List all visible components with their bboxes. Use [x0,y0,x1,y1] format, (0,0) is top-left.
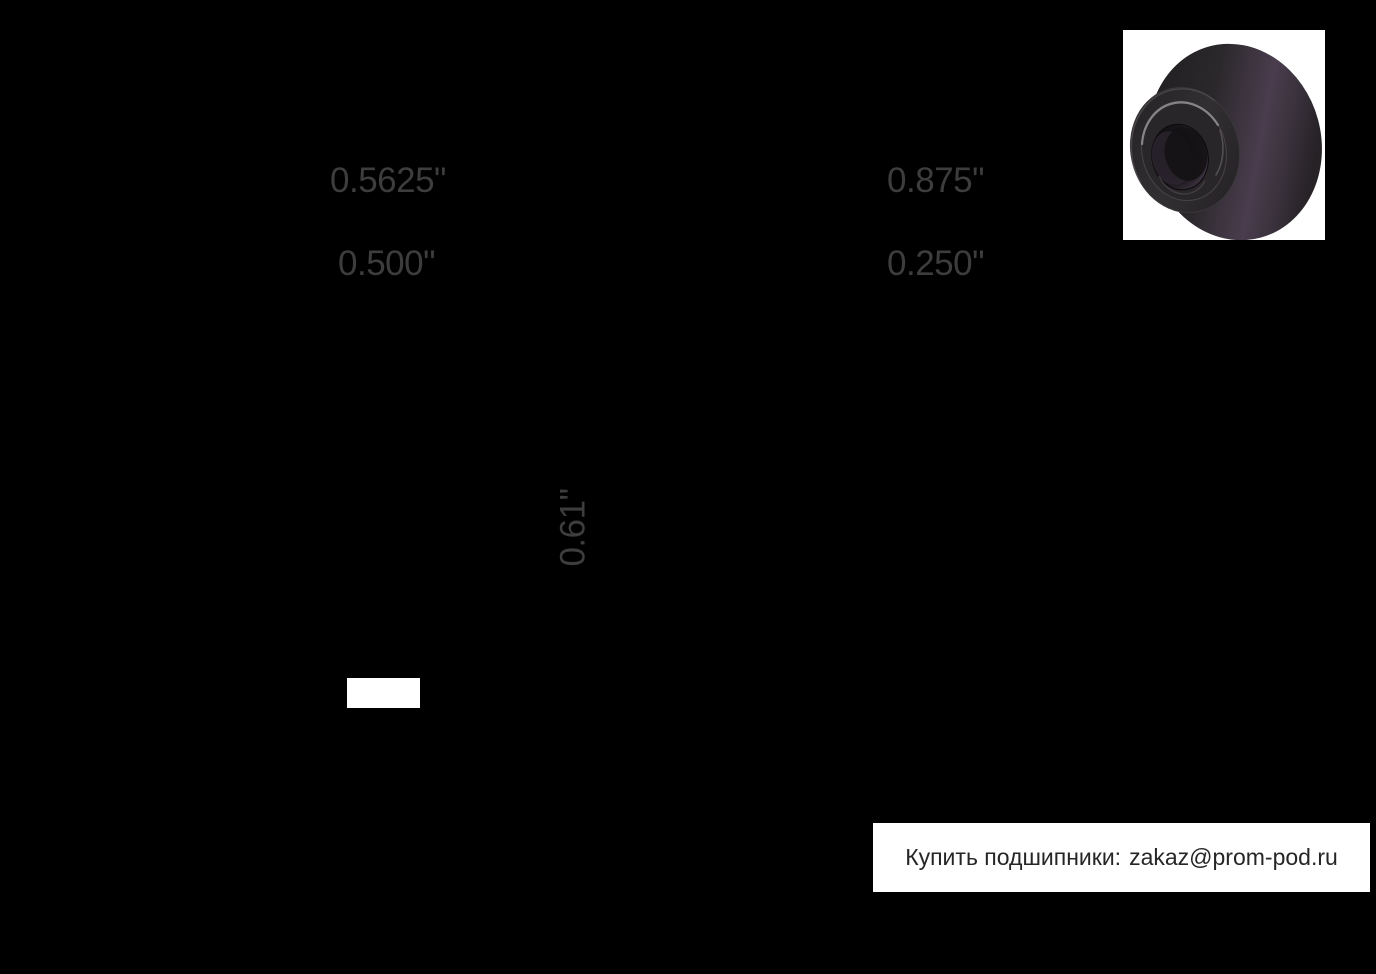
dimension-label-roller-width: 0.5625" [330,161,446,200]
dimension-label-overall-height: 0.61" [553,488,593,567]
dimension-label-inner-width: 0.500" [338,244,436,283]
product-photo-panel [1123,30,1325,240]
contact-banner [873,823,1370,892]
dimension-label-bore-diameter: 0.250" [887,244,985,283]
bearing-photo-icon [1123,30,1325,240]
contact-email-link[interactable]: zakaz@prom-pod.ru [1129,844,1338,870]
dimension-label-outer-diameter: 0.875" [887,161,985,200]
blank-label-rect [347,678,420,708]
contact-label: Купить подшипники: [905,844,1122,870]
